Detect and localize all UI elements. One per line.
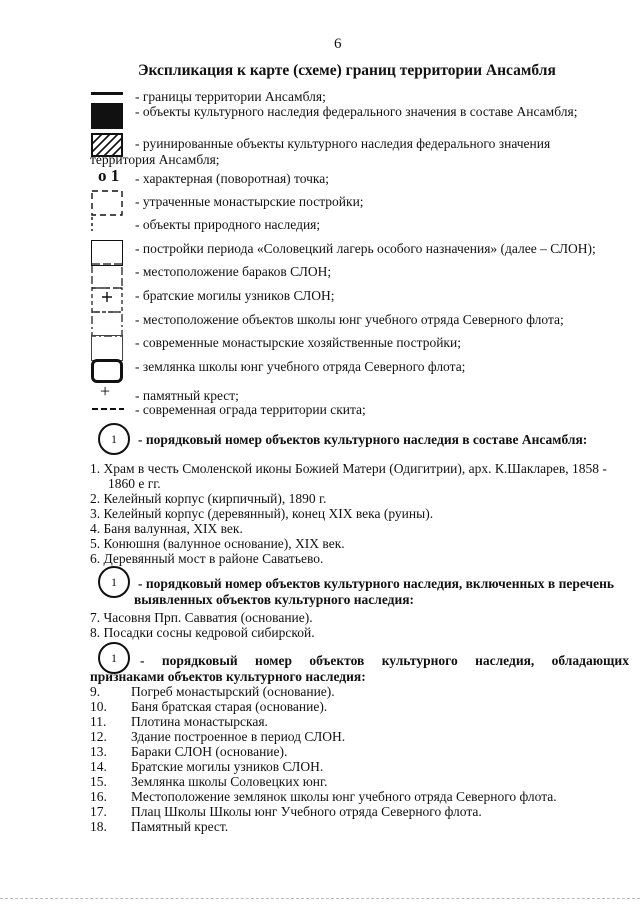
legend-modern-buildings-text: - современные монастырские хозяйственные постройки; xyxy=(135,335,461,350)
page-title: Экспликация к карте (схеме) границ территории Ансамбля xyxy=(138,62,556,79)
list-item-number: 12. xyxy=(90,729,107,744)
list-item-text: Местоположение землянок школы юнг учебного отряда Северного флота. xyxy=(131,789,557,804)
legend-territory-text: территория Ансамбля; xyxy=(90,152,220,167)
legend-mass-graves-text: - братские могилы узников СЛОН; xyxy=(135,288,335,303)
section1-item-2: 2. Келейный корпус (кирпичный), 1890 г. xyxy=(90,491,327,506)
list-item-number: 16. xyxy=(90,789,107,804)
legend-natural-heritage-text: - объекты природного наследия; xyxy=(135,217,321,232)
legend-lost-buildings-text: - утраченные монастырские постройки; xyxy=(135,194,364,209)
section1-item-5: 5. Конюшня (валунное основание), XIX век. xyxy=(90,536,345,551)
legend-memorial-cross-text: - памятный крест; xyxy=(135,388,239,403)
list-item-number: 18. xyxy=(90,819,107,834)
section1-item-3: 3. Келейный корпус (деревянный), конец XIX века (руины). xyxy=(90,506,434,521)
federal-object-symbol xyxy=(91,103,123,129)
list-item-text: Погреб монастырский (основание). xyxy=(131,684,335,699)
section1-item-1: 1. Храм в честь Смоленской иконы Божией Матери (Одигитрии), арх. К.Шакларев, 1858 - xyxy=(90,461,607,476)
section3-heading-line2: признаками объектов культурного наследия: xyxy=(90,669,366,684)
legend-slon-buildings-text: - постройки периода «Соловецкий лагерь особого назначения» (далее – СЛОН); xyxy=(135,241,596,256)
section1-item-6: 6. Деревянный мост в районе Саватьево. xyxy=(90,551,324,566)
list-item-text: Братские могилы узников СЛОН. xyxy=(131,759,324,774)
number-circle-1 xyxy=(98,423,130,455)
number-circle-2 xyxy=(98,566,130,598)
section1-item-1-cont: 1860 е гг. xyxy=(108,476,161,491)
list-item-number: 14. xyxy=(90,759,107,774)
lost-buildings-symbol xyxy=(91,190,123,216)
mass-graves-symbol xyxy=(91,287,123,313)
list-item-number: 10. xyxy=(90,699,107,714)
page-bottom-edge xyxy=(0,898,640,899)
circle-number: 1 xyxy=(111,650,117,665)
legend-boundary-text: - границы территории Ансамбля; xyxy=(135,89,326,104)
list-item-number: 9. xyxy=(90,684,101,699)
list-item-text: Памятный крест. xyxy=(131,819,229,834)
section1-heading: - порядковый номер объектов культурного наследия в составе Ансамбля: xyxy=(138,432,588,447)
list-item-text: Баня братская старая (основание). xyxy=(131,699,328,714)
list-item-text: Плотина монастырская. xyxy=(131,714,268,729)
section2-heading-line2: выявленных объектов культурного наследия: xyxy=(134,592,415,607)
natural-heritage-symbol xyxy=(91,216,123,232)
navy-school-location-symbol xyxy=(91,311,123,337)
circle-number: 1 xyxy=(111,431,117,446)
legend-slon-barracks-text: - местоположение бараков СЛОН; xyxy=(135,264,332,279)
list-item-number: 11. xyxy=(90,714,107,729)
modern-buildings-symbol xyxy=(91,335,123,361)
slon-barracks-symbol xyxy=(91,263,123,289)
legend-dugout-text: - землянка школы юнг учебного отряда Северного флота; xyxy=(135,359,466,374)
list-item-text: Бараки СЛОН (основание). xyxy=(131,744,288,759)
memorial-cross-symbol: + xyxy=(100,381,111,401)
list-item-text: Плац Школы Школы юнг Учебного отряда Северного флота. xyxy=(131,804,482,819)
turning-point-symbol: o 1 xyxy=(98,166,120,185)
list-item-number: 15. xyxy=(90,774,107,789)
section3-heading-line1: - порядковый номер объектов культурного наследия, обладающих xyxy=(140,653,629,668)
section2-item-7: 7. Часовня Прп. Савватия (основание). xyxy=(90,610,313,625)
page-number: 6 xyxy=(334,36,342,52)
legend-federal-objects-text: - объекты культурного наследия федерального значения в составе Ансамбля; xyxy=(135,104,578,119)
legend-turning-point-text: - характерная (поворотная) точка; xyxy=(135,171,330,186)
circle-number: 1 xyxy=(111,574,117,589)
list-item-number: 13. xyxy=(90,744,107,759)
section2-item-8: 8. Посадки сосны кедровой сибирской. xyxy=(90,625,315,640)
list-item-number: 17. xyxy=(90,804,107,819)
section1-item-4: 4. Баня валунная, XIX век. xyxy=(90,521,243,536)
list-item-text: Здание построенное в период СЛОН. xyxy=(131,729,346,744)
fence-symbol xyxy=(91,404,125,414)
list-item-text: Землянка школы Соловецких юнг. xyxy=(131,774,328,789)
boundary-line-symbol xyxy=(91,92,123,95)
legend-ruined-objects-text: - руинированные объекты культурного наследия федерального значения xyxy=(135,136,551,151)
legend-navy-school-text: - местоположение объектов школы юнг учебного отряда Северного флота; xyxy=(135,312,564,327)
dugout-symbol xyxy=(91,359,123,383)
legend-fence-text: - современная ограда территории скита; xyxy=(135,402,366,417)
section2-heading-line1: - порядковый номер объектов культурного наследия, включенных в перечень xyxy=(138,576,615,591)
